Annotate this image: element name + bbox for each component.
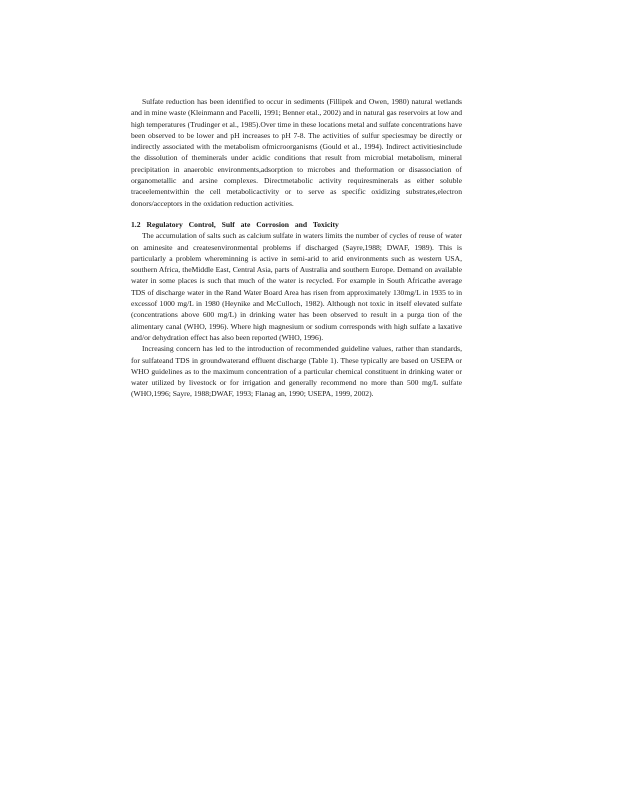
paragraph-accumulation-of-salts: The accumulation of salts such as calcium sulfate in waters limits the number of cycles of reuse of water on aminesite and createsenvironmental problems if discharged (Sayre,1988; DWAF, 1989). This is particularly a problem whereminning is active in semi-arid to arid environments such as western USA, southern Africa, theMiddle East, Central Asia, parts of Australia and southern Europe. Demand on available water in some places is such that much of the water is recycled. For example in South Africathe average TDS of discharge water in the Rand Water Board Area has risen from approximately 130mg/L in 1935 to in excessof 1000 mg/L in 1980 (Heynike and McCulloch, 1982). Although not toxic in itself elevated sulfate (concentrations above 600 mg/L) in drinking water has been observed to result in a purga tion of the alimentary canal (WHO, 1996). Where high magnesium or sodium corresponds with high sulfate a laxative and/or dehydration effect has also been reported (WHO, 1996). — [131, 231, 462, 342]
body-text-column — [131, 96, 462, 400]
paragraph-sulfate-reduction: Sulfate reduction has been identified to occur in sediments (Fillipek and Owen, 1980) natural wetlands and in mine waste (Kleinmann and Pacelli, 1991; Benner etal., 2002) and in natural gas reservoirs at low and high temperatures (Trudinger et al., 1985).Over time in these locations metal and sulfate concentrations have been observed to be lower and pH increases to pH 7-8. The activities of sulfur speciesmay be directly or indirectly associated with the metabolism ofmicroorganisms (Gould et al., 1994). Indirect activitiesinclude the dissolution of theminerals under acidic conditions that result from microbial metabolism, mineral precipitation in anaerobic environments,adsorption to microbes and theformation or disassociation of organometallic and arsine complexes. Directmetabolic activity requiresminerals as either soluble traceelementwithin the cell metabolicactivity or to serve as specific oxidizing substrates,electron donors/acceptors in the oxidation reduction activities. — [131, 97, 462, 208]
paragraph-guideline-values: Increasing concern has led to the introduction of recommended guideline values, rather than standards, for sulfateand TDS in groundwaterand effluent discharge (Table 1). These typically are based on USEPA or WHO guidelines as to the maximum concentration of a particular chemical constituent in drinking water or water utilized by livestock or for irrigation and generally recommend no more than 500 mg/L sulfate (WHO,1996; Sayre, 1988;DWAF, 1993; Flanag an, 1990; USEPA, 1999, 2002). — [131, 344, 462, 399]
section-number: 1.2 — [131, 219, 141, 229]
section-title: Regulatory Control, Sulf ate Corrosion and Toxicity — [146, 219, 339, 229]
section-heading — [131, 219, 462, 230]
